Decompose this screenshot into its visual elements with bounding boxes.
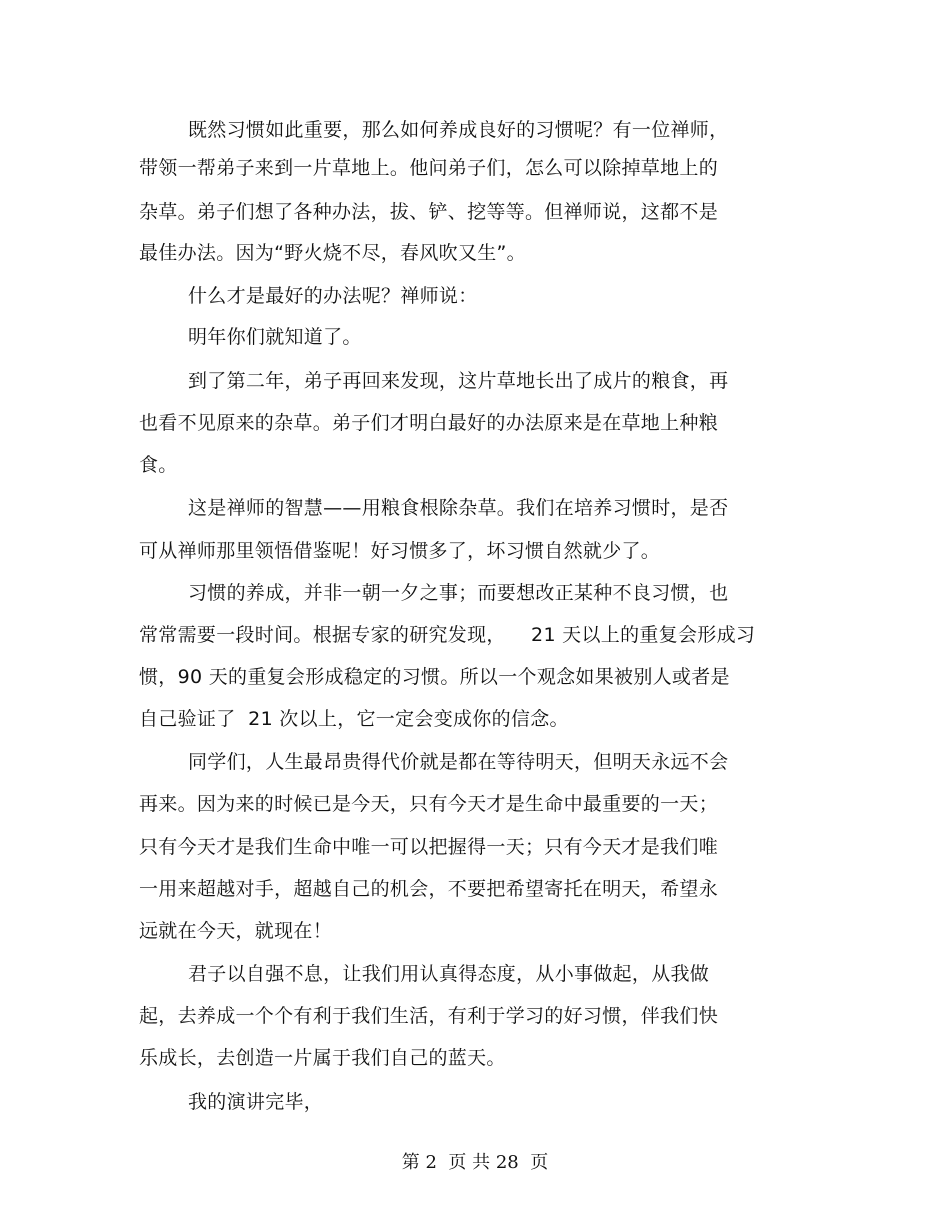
paragraph-line: 什么才是最好的办法呢？禅师说： — [188, 285, 478, 307]
paragraph-line: 乐成长，去创造一片属于我们自己的蓝天。 — [139, 1047, 506, 1069]
paragraph-line: 可从禅师那里领悟借鉴呢！好习惯多了，坏习惯自然就少了。 — [139, 540, 661, 562]
paragraph-line: 起，去养成一个个有利于我们生活，有利于学习的好习惯，伴我们快 — [139, 1005, 719, 1027]
paragraph-line: 最佳办法。因为“野火烧不尽，春风吹又生”。 — [139, 242, 526, 264]
paragraph-line: 杂草。弟子们想了各种办法，拔、铲、挖等等。但禅师说，这都不是 — [139, 201, 719, 223]
paragraph-line: 带领一帮弟子来到一片草地上。他问弟子们，怎么可以除掉草地上的 — [139, 157, 719, 179]
paragraph-line: 既然习惯如此重要，那么如何养成良好的习惯呢？有一位禅师， — [188, 119, 729, 141]
paragraph-line: 君子以自强不息，让我们用认真得态度，从小事做起，从我做 — [188, 963, 710, 985]
paragraph-line: 这是禅师的智慧——用粮食根除杂草。我们在培养习惯时，是否 — [188, 497, 729, 519]
paragraph-line: 常常需要一段时间。根据专家的研究发现， 21 天以上的重复会形成习 — [139, 624, 756, 646]
paragraph-line: 远就在今天，就现在！ — [139, 920, 333, 942]
paragraph-line: 再来。因为来的时候已是今天，只有今天才是生命中最重要的一天； — [139, 793, 719, 815]
paragraph-line: 只有今天才是我们生命中唯一可以把握得一天；只有今天才是我们唯 — [139, 836, 719, 858]
paragraph-line: 到了第二年，弟子再回来发现，这片草地长出了成片的粮食，再 — [188, 370, 729, 392]
page-number-footer: 第 2 页 共 28 页 — [401, 1152, 549, 1173]
paragraph-line: 惯，90 天的重复会形成稳定的习惯。所以一个观念如果被别人或者是 — [139, 666, 730, 688]
paragraph-line: 食。 — [139, 454, 178, 476]
paragraph-line: 同学们，人生最昂贵得代价就是都在等待明天，但明天永远不会 — [188, 751, 729, 773]
paragraph-line: 也看不见原来的杂草。弟子们才明白最好的办法原来是在草地上种粮 — [139, 412, 719, 434]
paragraph-line: 习惯的养成，并非一朝一夕之事；而要想改正某种不良习惯，也 — [188, 582, 729, 604]
paragraph-line: 一用来超越对手，超越自己的机会，不要把希望寄托在明天，希望永 — [139, 878, 719, 900]
paragraph-line: 自己验证了 21 次以上，它一定会变成你的信念。 — [139, 708, 569, 730]
paragraph-line: 我的演讲完毕， — [188, 1091, 324, 1113]
paragraph-line: 明年你们就知道了。 — [188, 326, 362, 348]
